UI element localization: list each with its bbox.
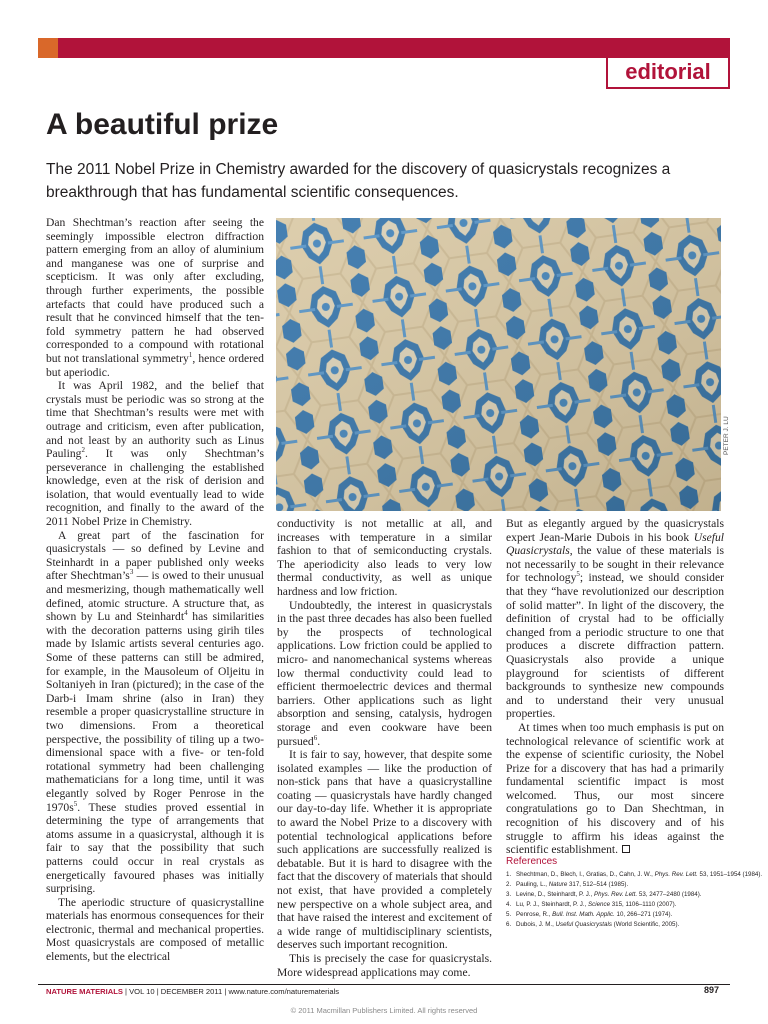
page-number: 897 bbox=[704, 985, 720, 995]
paragraph: A great part of the fascination for quasicrystals — so defined by Levine and Steinhardt in a paper published only weeks after $Shechtman’s^3$ — is owed to their unusual and mesmerizing, though mathematically well defined, atomic structure. A structure that, as shown by Lu and Steinhardt$^4$ has similarities with the decoration patterns using girih tiles made by Islamic artists several centuries ago. Some of these patterns can still be admired, for example, in the Mausoleum of Oljeitu in Soltaniyeh in Iran (pictured); in the case of the Darb-i Imam shrine (also in Iran) they resemble a proper quasicrystalline structure in two dimensions. From a theoretical perspective, the possibility of tiling up a two-dimensional space with a five- or ten-fold rotational symmetry had been challenging mathematicians for a long time, until it was elegantly solved by Roger Penrose in the $1970s^5$. These studies proved essential in determining the type of arrangements that atoms assume in a quasicrystal, although it is fair to say that the possibility that such patterns could occur in real crystals as energetically favoured phases was initially surprising. bbox=[46, 528, 264, 896]
citation[interactable]: 1 bbox=[188, 351, 193, 360]
paragraph: At times when too much emphasis is put on technological relevance of scientific work at the expense of scientific curiosity, the Nobel Prize for a discovery that has had a primarily fundamental scientific impact is most welcomed. Thus, our most sincere congratulations go to Dan Shechtman, in recognition of his discovery and of his struggle to affirm his ideas against the scientific establishment. bbox=[506, 720, 724, 857]
paragraph: It is fair to say, however, that despite some isolated examples — like the production of non-stick pans that have a quasicrystalline coating — quasicrystals have hardly changed our day-to-day life. Whether it is appropriate to award the Nobel Prize to a discovery with potential technological applications before such applications are successfully realized is debatable. But it is hard to disagree with the fact that the discovery of materials that should not exist, that have provided a completely new perspective on a whole subject area, and that have raised the interest and excitement of a wide range of multidisciplinary scientists, deserves such important recognition. bbox=[277, 748, 492, 952]
girih-tile-pattern bbox=[276, 218, 721, 511]
paragraph: But as elegantly argued by the quasicrystals expert Jean-Marie Dubois in his book Useful Quasicrystals, the value of these materials is not necessarily to be sought in their relevance for technology$^5$; instead, we should consider that they “have revolutionized our description of solid matter”. In light of the discovery, the definition of crystal had to be officially changed from a periodic structure to one that produces a discrete diffraction pattern. Quasicrystals also provide a unique playground for scientists of different backgrounds to synthesize new compounds and to understand their very unusual properties. bbox=[506, 517, 724, 721]
photo-credit: PETER J. LU bbox=[723, 416, 730, 455]
reference-item[interactable]: 5. Penrose, R., Bull. Inst. Math. Applic. 10, 266–271 (1974). bbox=[506, 911, 673, 918]
citation[interactable]: 6 bbox=[313, 733, 318, 742]
article-title: A beautiful prize bbox=[46, 108, 279, 141]
reference-item[interactable]: 4. Lu, P. J., Steinhardt, P. J., Science 315, 1106–1110 (2007). bbox=[506, 901, 677, 908]
reference-item[interactable]: 1. Shechtman, D., Blech, I., Gratias, D., Cahn, J. W., Phys. Rev. Lett. 53, 1951–1954 (1984). bbox=[506, 871, 763, 878]
section-tag bbox=[606, 58, 730, 89]
paragraph: This is precisely the case for quasicrystals. More widespread applications may come. bbox=[277, 952, 492, 979]
paragraph: Undoubtedly, the interest in quasicrystals in the past three decades has also been fuelled by the prospects of technological applications. Low friction could be applied to micro- and nanomechanical systems whereas low thermal conductivity could lead to efficient thermoelectric devices and thermal barriers. Other applications such as light absorption and sensing, catalysis, hydrogen storage and even cookware have been pursued$^6$. bbox=[277, 598, 492, 748]
footer-rule bbox=[38, 984, 730, 985]
citation[interactable]: 5 bbox=[576, 570, 580, 579]
body-column-2 bbox=[277, 517, 492, 979]
citation[interactable]: 5 bbox=[73, 799, 78, 808]
body-column-3 bbox=[506, 517, 724, 857]
references-heading: References bbox=[506, 856, 558, 867]
reference-item[interactable]: 2. Pauling, L., Nature 317, 512–514 (1985). bbox=[506, 881, 629, 888]
end-of-article-icon bbox=[622, 845, 630, 853]
reference-item[interactable]: 6. Dubois, J. M., Useful Quasicrystals (World Scientific, 2005). bbox=[506, 921, 680, 928]
references-list bbox=[506, 870, 763, 930]
article-deck: The 2011 Nobel Prize in Chemistry awarded for the discovery of quasicrystals recognizes a breakthrough that has fundamental scientific consequences. bbox=[46, 161, 671, 201]
book-title: Useful Quasicrystals bbox=[506, 530, 724, 558]
journal-name: NATURE MATERIALS bbox=[46, 987, 123, 996]
reference-item[interactable]: 3. Levine, D., Steinhardt, P. J., Phys. Rev. Lett. 53, 2477–2480 (1984). bbox=[506, 891, 702, 898]
paragraph: conductivity is not metallic at all, and increases with temperature in a similar fashion to that of semiconducting crystals. The aperiodicity also leads to very low thermal conductivity, as well as unique hardness and low friction. bbox=[277, 517, 492, 598]
body-column-1 bbox=[46, 216, 264, 964]
paragraph: The aperiodic structure of quasicrystalline materials has enormous consequences for their electronic, thermal and mechanical properties. Most quasicrystals are composed of metallic elements, but the electrical bbox=[46, 895, 264, 964]
mausoleum-tile-photo bbox=[276, 218, 721, 511]
paragraph: Dan Shechtman’s reaction after seeing the seemingly impossible electron diffraction pattern emerging from an alloy of aluminium and manganese was one of surprise and scepticism. It was only after excluding, through further experiments, the possible artefacts that could have produced such a result that he convinced himself that the ten-fold symmetry pattern he had observed corresponded to a compound with rotational but not translational symmetry$^1$, hence ordered but aperiodic. bbox=[46, 216, 264, 379]
section-label: editorial bbox=[625, 59, 711, 84]
citation[interactable]: 4 bbox=[184, 609, 188, 618]
copyright-notice: © 2011 Macmillan Publishers Limited. All rights reserved bbox=[290, 1006, 478, 1015]
header-bar-accent bbox=[38, 38, 58, 58]
footer-citation bbox=[46, 987, 339, 996]
paragraph: It was April 1982, and the belief that crystals must be periodic was so strong at the time that Shechtman’s results were met with outrage and criticism, even after publication, and not least by an authority such as Linus Pauling$^2$. It was only Shechtman’s perseverance in challenging the established knowledge, even at the risk of derision and isolation, that would eventually lead to wide recognition, and finally to the award of the 2011 Nobel Prize in Chemistry. bbox=[46, 379, 264, 529]
issue-info[interactable]: | VOL 10 | DECEMBER 2011 | www.nature.com/naturematerials bbox=[122, 987, 340, 996]
citation[interactable]: 3 bbox=[129, 568, 134, 577]
header-bar bbox=[38, 38, 730, 58]
citation[interactable]: 2 bbox=[81, 446, 85, 455]
